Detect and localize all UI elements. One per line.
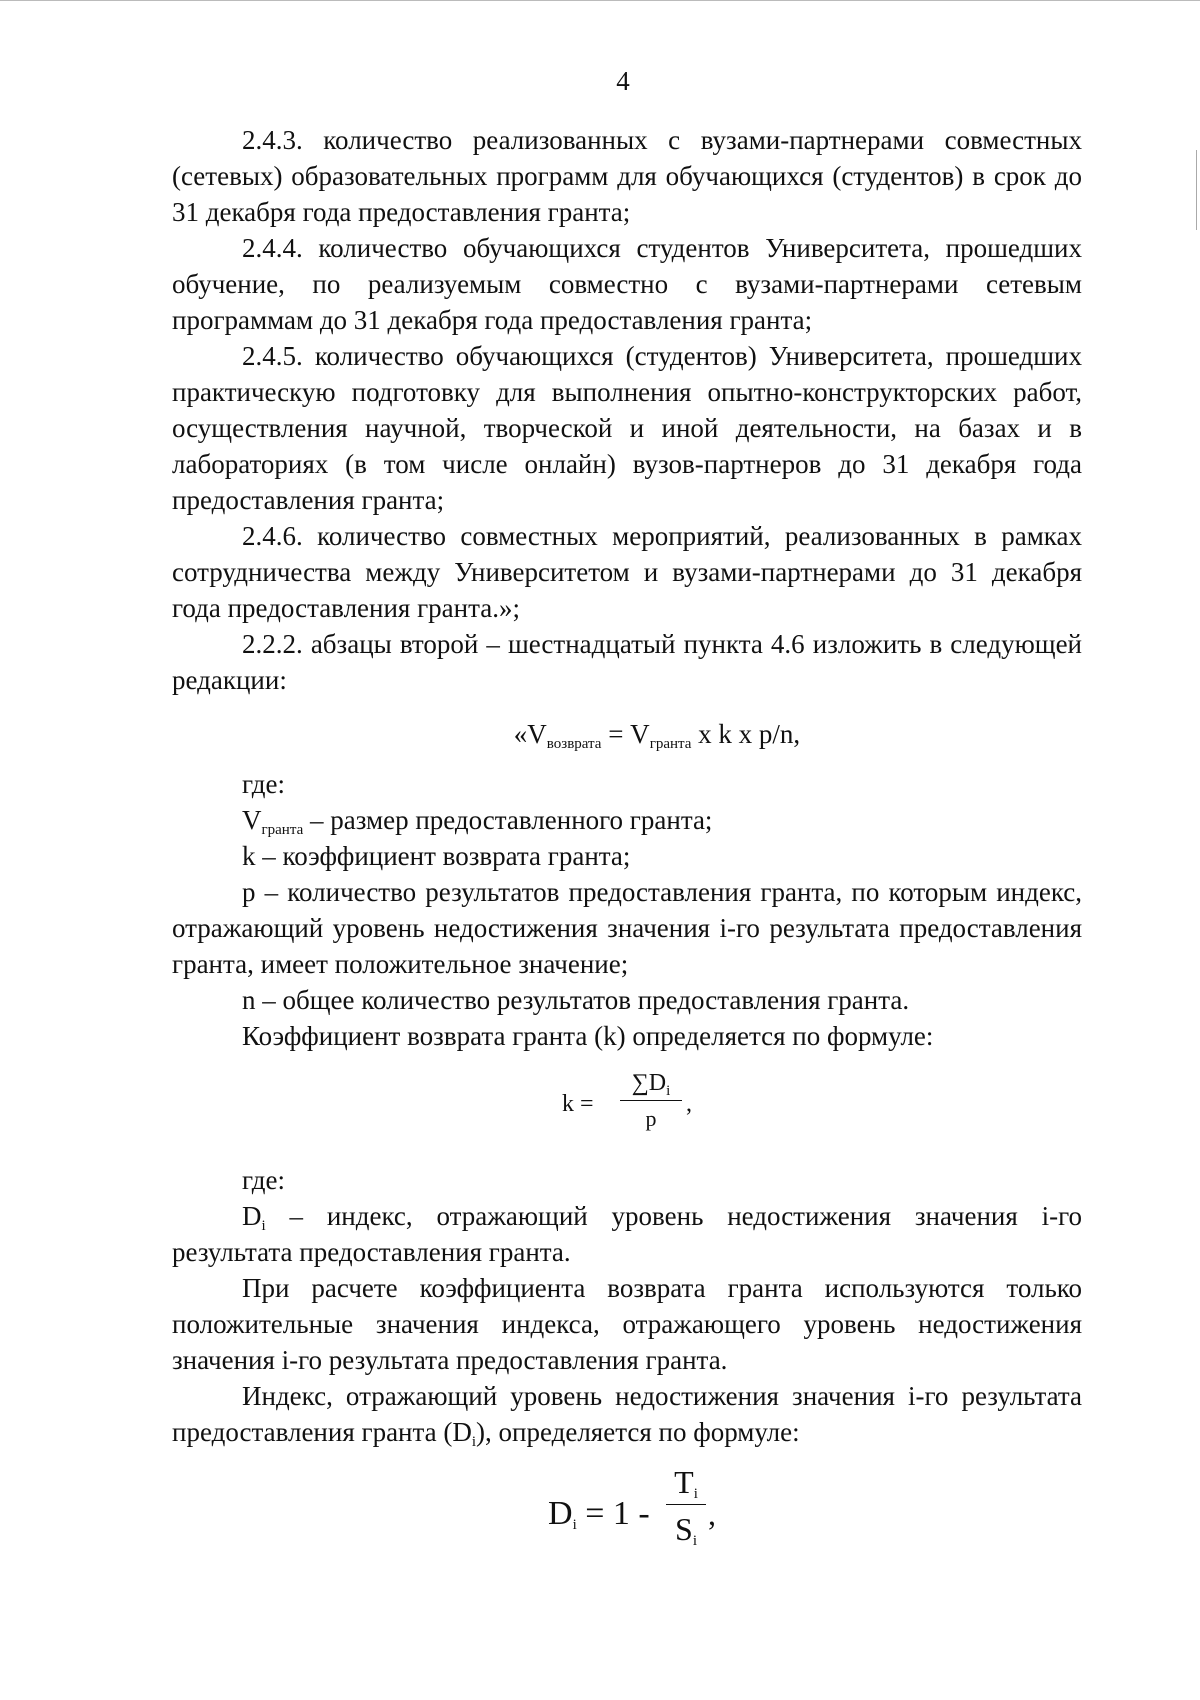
formula2-num-text: ∑D	[631, 1070, 667, 1096]
definition-d	[172, 1198, 1082, 1270]
formula-k	[172, 1054, 1082, 1162]
page-number: 4	[616, 66, 630, 96]
index-intro-sub: i	[471, 1434, 477, 1450]
formula1-mid: = V	[601, 719, 650, 749]
formula1-sub-return: возврата	[546, 736, 602, 752]
formula1-sub-grant: гранта	[649, 736, 692, 752]
paragraph-2-4-3: 2.4.3. количество реализованных с вузами-партнерами совместных (сетевых) образовательных программ для обучающихся (студентов) в срок до 31 декабря года предоставления гранта;	[172, 125, 1082, 227]
formula3-lhs-sub: i	[572, 1517, 577, 1533]
formula3-lhs	[548, 1496, 650, 1532]
where-label-2: где:	[242, 1165, 285, 1195]
formula-d	[172, 1458, 1082, 1578]
formula3-fraction-bar	[666, 1504, 706, 1505]
paragraph-2-4-6: 2.4.6. количество совместных мероприятий, реализованных в рамках сотрудничества между Университетом и вузами-партнерами до 31 декабря года предоставления гранта.»;	[172, 521, 1082, 623]
formula2-fraction	[620, 1068, 682, 1133]
paragraph-2-4-5: 2.4.5. количество обучающихся (студентов) Университета, прошедших практическую подготовку для выполнения опытно-конструкторских работ, осуществления научной, творческой и иной деятельности, на базах и в лабораториях (в том числе онлайн) вузов-партнеров до 31 декабря года предоставления гранта;	[172, 341, 1082, 515]
formula2-lhs: k =	[562, 1091, 594, 1117]
body-text	[172, 122, 1082, 1578]
formula2-denominator: p	[645, 1106, 657, 1131]
def-d-text: – индекс, отражающий уровень недостижения значения i-го результата предоставления гранта.	[172, 1201, 1082, 1267]
definition-k: k – коэффициент возврата гранта;	[242, 841, 631, 871]
formula2-numerator	[620, 1068, 682, 1098]
formula2-comma: ,	[686, 1091, 692, 1117]
formula-return-amount	[172, 716, 1082, 752]
index-formula-intro	[172, 1378, 1082, 1450]
formula3-den-sub: i	[692, 1533, 697, 1549]
where-label-1: где:	[242, 769, 285, 799]
index-intro-pre: Индекс, отражающий уровень недостижения значения i-го результата предоставления гранта (D	[172, 1381, 1082, 1447]
def-d-symbol: D	[242, 1201, 262, 1231]
definition-n: n – общее количество результатов предоставления гранта.	[242, 985, 910, 1015]
formula1-open: «V	[513, 719, 547, 749]
paragraph-2-2-2: 2.2.2. абзацы второй – шестнадцатый пункта 4.6 изложить в следующей редакции:	[172, 629, 1082, 695]
formula3-denominator	[666, 1509, 706, 1549]
formula3-fraction	[666, 1462, 706, 1549]
formula3-comma: ,	[708, 1496, 716, 1532]
formula3-numerator	[666, 1462, 706, 1502]
paragraph-2-4-4: 2.4.4. количество обучающихся студентов Университета, прошедших обучение, по реализуемым совместно с вузами-партнерами сетевым программам до 31 декабря года предоставления гранта;	[172, 233, 1082, 335]
k-formula-intro: Коэффициент возврата гранта (k) определяется по формуле:	[242, 1021, 934, 1051]
def-v-symbol: V	[242, 805, 262, 835]
index-intro-post: ), определяется по формуле:	[476, 1417, 800, 1447]
top-scan-edge	[0, 0, 1200, 1]
formula3-equals: = 1 -	[576, 1495, 650, 1532]
margin-mark	[1196, 150, 1197, 230]
formula1-tail: x k x p/n,	[691, 719, 801, 749]
def-v-text: – размер предоставленного гранта;	[303, 805, 713, 835]
formula2-fraction-bar	[620, 1100, 682, 1101]
formula3-num-sub: i	[693, 1486, 698, 1502]
formula3-den-symbol: S	[675, 1511, 693, 1547]
formula2-num-sub: i	[666, 1083, 671, 1099]
def-d-sub: i	[261, 1218, 266, 1234]
def-v-sub: гранта	[261, 822, 304, 838]
definition-v-grant	[172, 802, 1082, 838]
definition-p: p – количество результатов предоставления гранта, по которым индекс, отражающий уровень недостижения значения i-го результата предоставления гранта, имеет положительное значение;	[172, 877, 1082, 979]
formula3-num-symbol: T	[674, 1464, 694, 1500]
formula3-lhs-symbol: D	[548, 1495, 573, 1532]
paragraph-positive-values: При расчете коэффициента возврата гранта используются только положительные значения индекса, отражающего уровень недостижения значения i-го результата предоставления гранта.	[172, 1273, 1082, 1375]
